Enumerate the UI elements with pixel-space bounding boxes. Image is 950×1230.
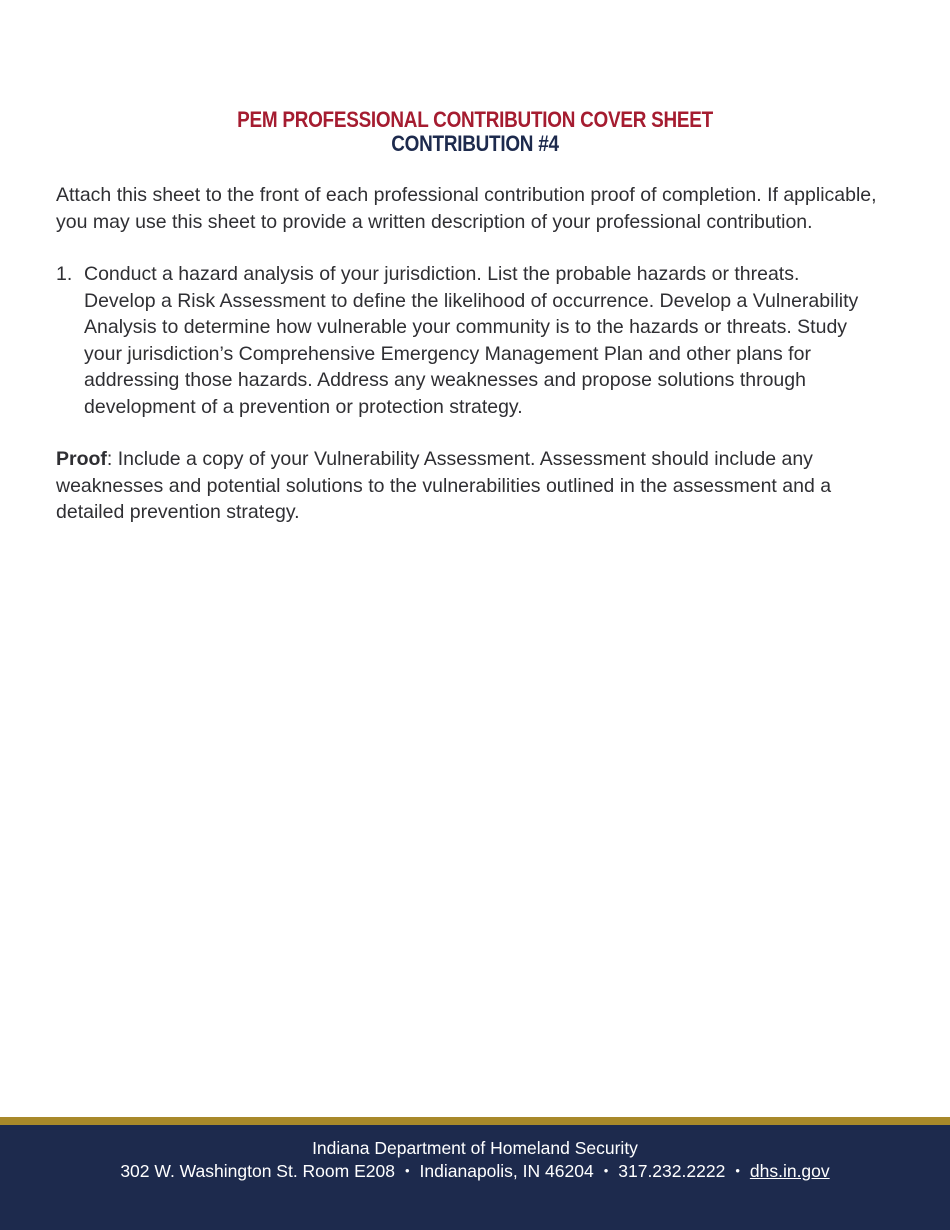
footer-separator: • (735, 1163, 740, 1178)
footer-separator: • (404, 1163, 410, 1178)
footer-org: Indiana Department of Homeland Security (312, 1138, 638, 1158)
footer-contact-line (0, 1160, 950, 1184)
page-title: PEM PROFESSIONAL CONTRIBUTION COVER SHEET (237, 107, 713, 132)
list-item-text: Conduct a hazard analysis of your jurisdiction. List the probable hazards or threats. Develop a Risk Assessment to define the likelihood of occurrence. Develop a Vulnerability Analysis to determine how vulnerable your community is to the hazards or threats. Study your jurisdiction’s Comprehensive Emergency Management Plan and other plans for addressing those hazards. Address any weaknesses and propose solutions through development of a prevention or protection strategy. (84, 263, 859, 418)
document-body (56, 182, 896, 526)
footer-city: Indianapolis, IN 46204 (419, 1161, 594, 1181)
footer (0, 1125, 950, 1230)
footer-address: 302 W. Washington St. Room E208 (120, 1161, 395, 1181)
intro-paragraph: Attach this sheet to the front of each professional contribution proof of completion. If applicable, you may use this sheet to provide a written description of your professional contribution. (56, 184, 877, 233)
page-header (0, 108, 950, 156)
footer-website-link[interactable]: dhs.in.gov (749, 1161, 830, 1181)
proof-text: : Include a copy of your Vulnerability Assessment. Assessment should include any weaknesses and potential solutions to the vulnerabilities outlined in the assessment and a detailed prevention strategy. (56, 448, 832, 523)
proof-label: Proof (56, 448, 107, 470)
list-item-number: 1. (56, 263, 73, 285)
proof-paragraph (56, 446, 896, 526)
page-subtitle: CONTRIBUTION #4 (391, 131, 559, 156)
footer-separator: • (603, 1163, 609, 1178)
list-item (56, 261, 896, 420)
footer-phone: 317.232.2222 (618, 1161, 726, 1181)
footer-stripe (0, 1117, 950, 1125)
